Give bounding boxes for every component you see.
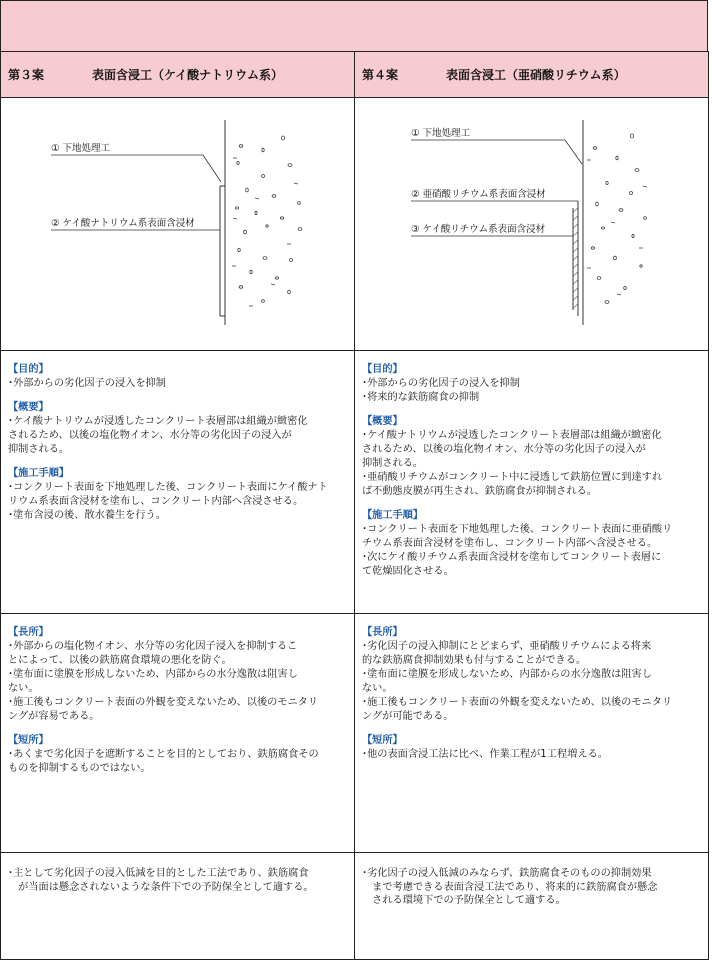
aggregate-dots [591,134,646,303]
section-item: ･外部からの劣化因子の浸入を抑制 [362,378,520,389]
section-item: ･コンクリート表面を下地処理した後、コンクリート表面にケイ酸ナト リウム系表面含浸材を塗布し、コンクリート内部へ含浸させる。 [8,482,328,507]
aggregate-dots [235,136,301,302]
case3-section-diagram [1,98,354,350]
case4-number: 第４案 [362,68,399,82]
section-item: ･劣化因子の浸入抑制にとどまらず、亜硝酸リチウムによる将来 的な鉄筋腐食抑制効果も付与することができる。 [362,641,652,666]
case3-number: 第３案 [8,68,45,82]
section-item: ･ケイ酸ナトリウムが浸透したコンクリート表層部は組織が緻密化 されるため、以後の塩化物イオン、水分等の劣化因子の浸入が 抑制される。 [362,430,662,469]
case4-label-2: ② 亜硝酸リチウム系表面含浸材 [411,189,546,200]
case3-proscons [1,614,354,782]
case3-figure [1,98,355,351]
case3-conclusion: ･主として劣化因子の浸入低減を目的とした工法であり、鉄筋腐食 が当面は懸念されないような条件下での予防保全として適する。 [8,868,314,893]
case3-proscons-cell [1,614,355,853]
case4-overview-cell [355,351,709,614]
case4-header [355,52,709,98]
comparison-table [0,51,709,960]
aggregate-dashes [232,158,298,306]
section-item: ･あくまで劣化因子を遮断することを目的としており、鉄筋腐食その ものを抑制するものではない。 [8,749,319,774]
section-item: ･他の表面含浸工法に比べ、作業工程が1工程増える。 [362,749,608,760]
case3-overview [1,351,354,529]
case4-conclusion: ･劣化因子の浸入低減のみならず、鉄筋腐食そのものの抑制効果 まで考慮できる表面含浸工法であり、将来的に鉄筋腐食が懸念 される環境下での予防保全として適する。 [362,868,658,906]
hatch-layer [573,208,578,308]
section-item: ･施工後もコンクリート表面の外観を変えないため、以後のモニタリ ングが容易である。 [8,697,319,722]
section-item: ･将来的な鉄筋腐食の抑制 [362,392,480,403]
section-item: ･外部からの劣化因子の浸入を抑制 [8,378,166,389]
section-item: ･コンクリート表面を下地処理した後、コンクリート表面に亜硝酸リ チウム系表面含浸材を塗布し、コンクリート内部へ含浸させる。 [362,524,673,549]
section-item: ･塗布含浸の後、散水養生を行う。 [8,510,166,521]
case3-header [1,52,355,98]
section-title: 【施工手順】 [362,510,424,521]
section-title: 【概要】 [362,416,403,427]
case4-section-diagram [355,98,708,350]
case3-label-2: ② ケイ酸ナトリウム系表面含浸材 [51,218,195,229]
section-title: 【目的】 [362,364,403,375]
section-title: 【長所】 [8,627,49,638]
section-item: ･ケイ酸ナトリウムが浸透したコンクリート表層部は組織が緻密化 されるため、以後の塩化物イオン、水分等の劣化因子の浸入が 抑制される。 [8,416,308,455]
case4-label-1: ① 下地処理工 [411,128,471,139]
section-title: 【施工手順】 [8,468,70,479]
case4-figure [355,98,709,351]
case3-overview-cell [1,351,355,614]
section-title: 【概要】 [8,402,49,413]
section-title: 【長所】 [362,627,403,638]
case4-label-3: ③ ケイ酸リチウム系表面含浸材 [411,224,546,235]
section-item: ･施工後もコンクリート表面の外観を変えないため、以後のモニタリ ングが可能である。 [362,697,673,722]
case4-proscons-cell [355,614,709,853]
case4-title: 表面含浸工（亜硝酸リチウム系） [446,68,626,82]
section-item: ･次にケイ酸リチウム系表面含浸材を塗布してコンクリート表層に て乾燥固化させる。 [362,552,662,577]
section-title: 【短所】 [8,735,49,746]
case4-overview [355,351,708,585]
section-item: ･亜硝酸リチウムがコンクリート中に浸透して鉄筋位置に到達すれ ば不動態皮膜が再生され、鉄筋腐食が抑制される。 [362,472,663,497]
aggregate-dashes [587,160,647,295]
case3-label-1: ① 下地処理工 [51,143,111,154]
case3-conclusion-cell [1,853,355,960]
case3-title: 表面含浸工（ケイ酸ナトリウム系） [92,68,284,82]
section-item: ･外部からの塩化物イオン、水分等の劣化因子浸入を抑制するこ とによって、以後の鉄筋腐食環境の悪化を防ぐ。 [8,641,298,666]
case4-proscons [355,614,708,768]
section-title: 【短所】 [362,735,403,746]
case4-conclusion-cell [355,853,709,960]
section-item: ･塗布面に塗膜を形成しないため、内部からの水分逸散は阻害し ない。 [8,669,298,694]
section-item: ･塗布面に塗膜を形成しないため、内部からの水分逸散は阻害し ない。 [362,669,652,694]
section-title: 【目的】 [8,364,49,375]
top-band [0,0,708,51]
